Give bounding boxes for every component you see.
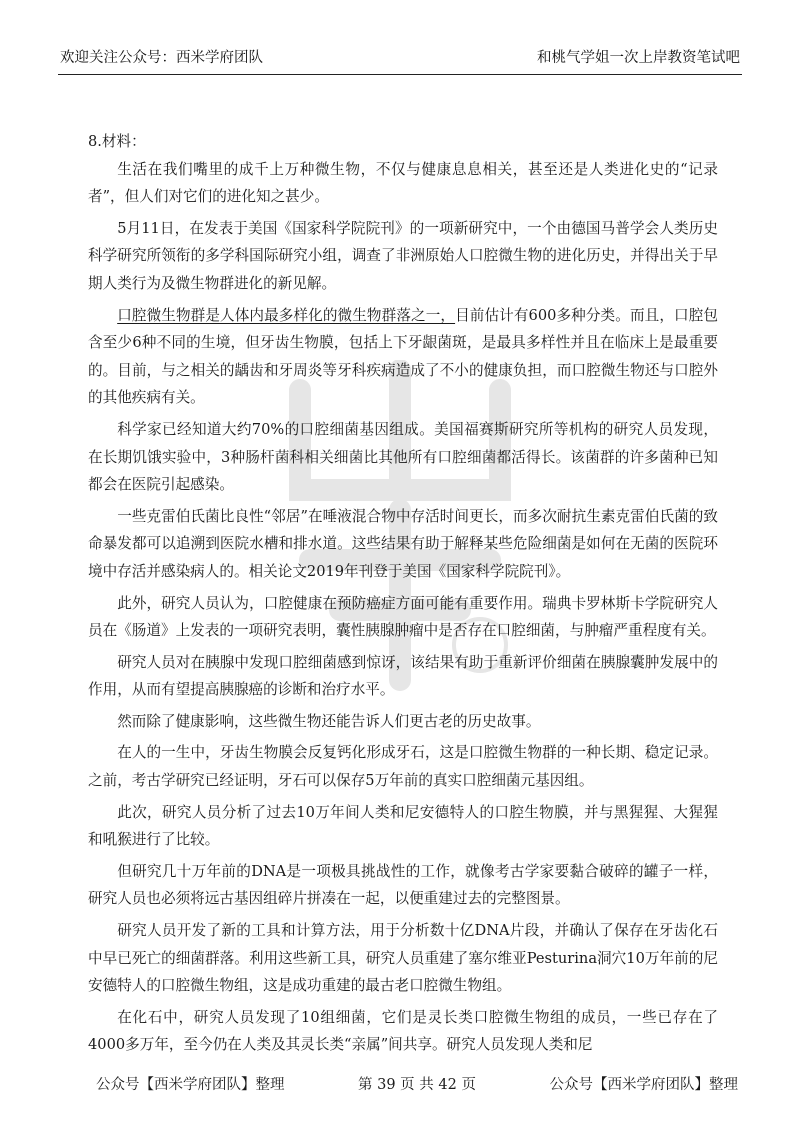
page-number: 第 39 页 共 42 页 bbox=[358, 1077, 476, 1093]
underlined-sentence: 口腔微生物群是人体内最多样化的微生物群落之一， bbox=[117, 306, 456, 324]
article-body bbox=[88, 128, 718, 1059]
paragraph: 在人的一生中，牙齿生物膜会反复钙化形成牙石，这是口腔微生物群的一种长期、稳定记录。之前，考古学研究已经证明，牙石可以保存5万年前的真实口腔细菌元基因组。 bbox=[88, 744, 718, 790]
paragraph: 生活在我们嘴里的成千上万种微生物，不仅与健康息息相关，甚至还是人类进化史的“记录者”，但人们对它们的进化知之甚少。 bbox=[88, 160, 718, 206]
question-heading: 8.材料： bbox=[88, 133, 146, 150]
paragraph-text: 目前估计有600多种分类。而且，口腔包含至少6种不同的生境，但牙齿生物膜，包括上下牙龈菌斑，是最具多样性并且在临床上是最重要的。目前，与之相关的龋齿和牙周炎等牙科疾病造成了不小的健康负担，而口腔微生物还与口腔外的其他疾病有关。 bbox=[88, 306, 718, 407]
paragraph bbox=[88, 302, 718, 412]
header-right-text: 和桃气学姐一次上岸教资笔试吧 bbox=[537, 49, 740, 66]
paragraph: 研究人员对在胰腺中发现口腔细菌感到惊讶，该结果有助于重新评价细菌在胰腺囊肿发展中的作用，从而有望提高胰腺癌的诊断和治疗水平。 bbox=[88, 653, 718, 699]
paragraph: 此次，研究人员分析了过去10万年间人类和尼安德特人的口腔生物膜，并与黑猩猩、大猩猩和吼猴进行了比较。 bbox=[88, 803, 718, 849]
paragraph: 一些克雷伯氏菌比良性“邻居”在唾液混合物中存活时间更长，而多次耐抗生素克雷伯氏菌的致命暴发都可以追溯到医院水槽和排水道。这些结果有助于解释某些危险细菌是如何在无菌的医院环境中存活并感染病人的。相关论文2019年刊登于美国《国家科学院院刊》。 bbox=[88, 507, 718, 580]
page-footer bbox=[96, 1073, 738, 1094]
paragraph: 但研究几十万年前的DNA是一项极具挑战性的工作，就像考古学家要黏合破碎的罐子一样，研究人员也必须将远古基因组碎片拼凑在一起，以便重建过去的完整图景。 bbox=[88, 862, 718, 908]
paragraph: 此外，研究人员认为，口腔健康在预防癌症方面可能有重要作用。瑞典卡罗林斯卡学院研究人员在《肠道》上发表的一项研究表明，囊性胰腺肿瘤中是否存在口腔细菌，与肿瘤严重程度有关。 bbox=[88, 594, 718, 640]
page-header bbox=[60, 44, 740, 68]
paragraph: 研究人员开发了新的工具和计算方法，用于分析数十亿DNA片段，并确认了保存在牙齿化石中早已死亡的细菌群落。利用这些新工具，研究人员重建了塞尔维亚Pesturina洞穴10万年前的尼安德特人的口腔微生物组，这是成功重建的最古老口腔微生物组。 bbox=[88, 922, 718, 995]
header-divider bbox=[58, 74, 742, 75]
paragraph: 然而除了健康影响，这些微生物还能告诉人们更古老的历史故事。 bbox=[117, 712, 541, 730]
footer-left-text: 公众号【西米学府团队】整理 bbox=[96, 1077, 285, 1093]
header-left-text: 欢迎关注公众号：西米学府团队 bbox=[60, 49, 263, 66]
paragraph: 科学家已经知道大约70%的口腔细菌基因组成。美国福赛斯研究所等机构的研究人员发现，在长期饥饿实验中，3种肠杆菌科相关细菌比其他所有口腔细菌都活得长。该菌群的许多菌种已知都会在医院引起感染。 bbox=[88, 420, 718, 494]
footer-right-text: 公众号【西米学府团队】整理 bbox=[549, 1077, 738, 1093]
paragraph: 在化石中，研究人员发现了10组细菌，它们是灵长类口腔微生物组的成员，一些已存在了4000多万年，至今仍在人类及其灵长类“亲属”间共享。研究人员发现人类和尼 bbox=[88, 1008, 718, 1054]
paragraph: 5月11日，在发表于美国《国家科学院院刊》的一项新研究中，一个由德国马普学会人类历史科学研究所领衔的多学科国际研究小组，调查了非洲原始人口腔微生物的进化历史，并得出关于早期人类行为及微生物群进化的新见解。 bbox=[88, 219, 718, 292]
